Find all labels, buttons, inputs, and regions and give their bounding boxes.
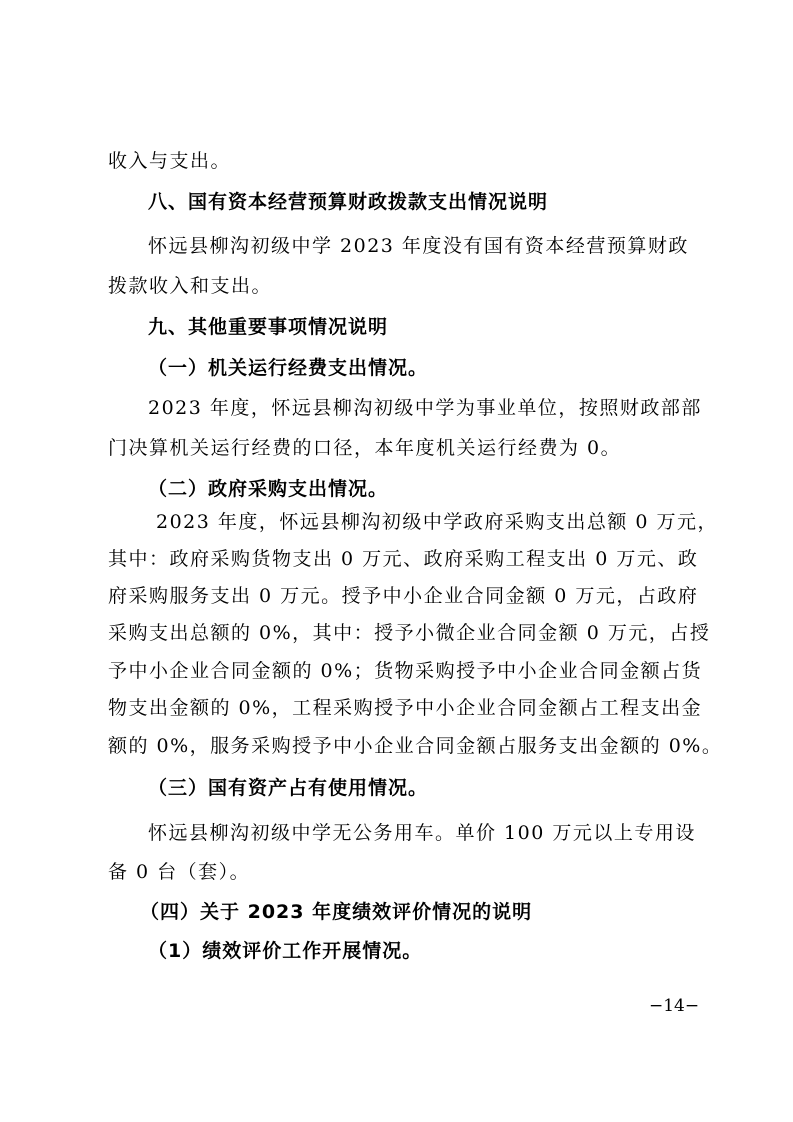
body-text-line: 其中：政府采购货物支出 0 万元、政府采购工程支出 0 万元、政 bbox=[108, 548, 699, 570]
body-text-line: 收入与支出。 bbox=[108, 150, 232, 172]
body-text-line: 采购支出总额的 0%，其中：授予小微企业合同金额 0 万元，占授 bbox=[108, 622, 711, 644]
body-text-line: 额的 0%，服务采购授予中小企业合同金额占服务支出金额的 0%。 bbox=[108, 735, 723, 757]
subsection-heading-4: （四）关于 2023 年度绩效评价情况的说明 bbox=[140, 901, 533, 923]
section-heading-8: 八、国有资本经营预算财政拨款支出情况说明 bbox=[148, 191, 549, 213]
body-text-line: 怀远县柳沟初级中学无公务用车。单价 100 万元以上专用设 bbox=[148, 822, 696, 844]
body-text-line: 2023 年度，怀远县柳沟初级中学政府采购支出总额 0 万元， bbox=[156, 511, 719, 533]
body-text-line: 2023 年度，怀远县柳沟初级中学为事业单位，按照财政部部 bbox=[148, 397, 702, 419]
page-number: −14− bbox=[649, 996, 700, 1016]
body-text-line: 拨款收入和支出。 bbox=[108, 275, 273, 297]
body-text-line: 予中小企业合同金额的 0%；货物采购授予中小企业合同金额占货 bbox=[108, 660, 703, 682]
subsection-heading-3: （三）国有资产占有使用情况。 bbox=[148, 777, 429, 799]
body-text-line: 物支出金额的 0%，工程采购授予中小企业合同金额占工程支出金 bbox=[108, 697, 703, 719]
body-text-line: 府采购服务支出 0 万元。授予中小企业合同金额 0 万元，占政府 bbox=[108, 585, 699, 607]
item-heading-1: （1）绩效评价工作开展情况。 bbox=[148, 940, 423, 962]
section-heading-9: 九、其他重要事项情况说明 bbox=[148, 316, 389, 338]
subsection-heading-1: （一）机关运行经费支出情况。 bbox=[148, 357, 429, 379]
body-text-line: 怀远县柳沟初级中学 2023 年度没有国有资本经营预算财政 bbox=[148, 235, 689, 257]
body-text-line: 备 0 台（套）。 bbox=[108, 861, 251, 883]
subsection-heading-2: （二）政府采购支出情况。 bbox=[148, 478, 389, 500]
body-text-line: 门决算机关运行经费的口径，本年度机关运行经费为 0。 bbox=[108, 437, 622, 459]
